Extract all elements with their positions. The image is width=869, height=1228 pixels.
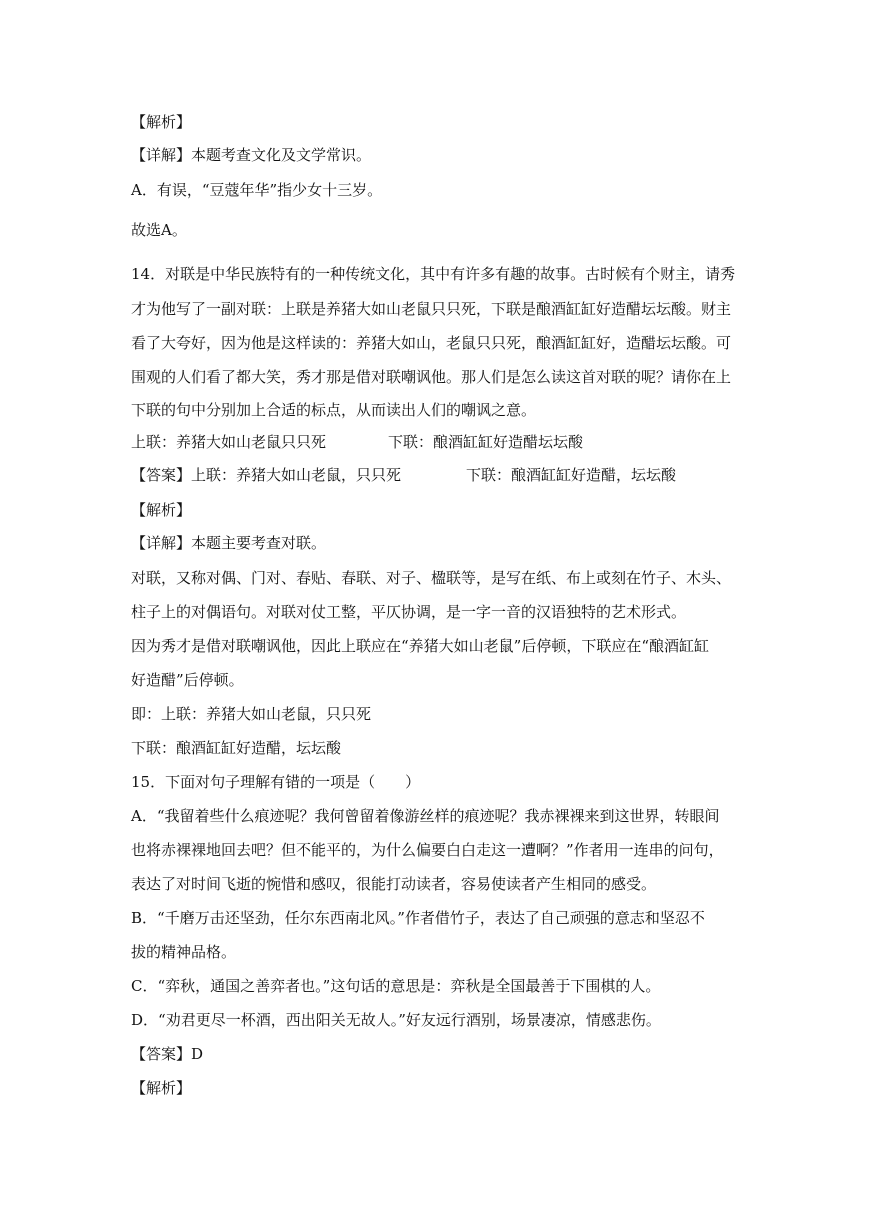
q15-option-a-line: 也将赤裸裸地回去吧？但不能平的，为什么偏要白白走这一遭啊？”作者用一连串的问句， [131, 841, 724, 859]
q14-prompt-upper: 上联：养猪大如山老鼠只只死 [131, 433, 327, 451]
q14-prompt-lower: 下联：酿酒缸缸好造醋坛坛酸 [388, 433, 584, 451]
q14-explanation-line: 柱子上的对偶语句。对联对仗工整，平仄协调，是一字一音的汉语独特的艺术形式。 [131, 603, 687, 621]
q15-option-b-line: B．“千磨万击还坚劲，任尔东西南北风。”作者借竹子，表达了自己顽强的意志和坚忍不 [131, 909, 705, 927]
q15-answer: 【答案】D [131, 1045, 204, 1063]
q14-stem-line: 下联的句中分别加上合适的标点，从而读出人们的嘲讽之意。 [131, 401, 537, 419]
q13-analysis-label: 【解析】 [131, 113, 192, 131]
q13-option-a: A．有误，“豆蔻年华”指少女十三岁。 [131, 181, 383, 199]
q15-option-c: C．“弈秋，通国之善弈者也。”这句话的意思是：弈秋是全国最善于下围棋的人。 [131, 977, 661, 995]
q13-detail: 【详解】本题考查文化及文学常识。 [131, 146, 372, 164]
q14-stem-line: 看了大夸好，因为他是这样读的：养猪大如山，老鼠只只死，酿酒缸缸好，造醋坛坛酸。可 [131, 334, 732, 352]
q14-explanation-line: 好造醋”后停顿。 [131, 671, 244, 689]
q13-conclusion: 故选A。 [131, 221, 187, 239]
q15-option-b-line: 拔的精神品格。 [131, 943, 237, 961]
q14-answer-upper: 【答案】上联：养猪大如山老鼠，只只死 [131, 466, 402, 484]
q14-answer-lower: 下联：酿酒缸缸好造醋，坛坛酸 [466, 466, 677, 484]
q15-option-a-line: A．“我留着些什么痕迹呢？我何曾留着像游丝样的痕迹呢？我赤裸裸来到这世界，转眼间 [131, 807, 720, 825]
q14-stem-line: 围观的人们看了都大笑，秀才那是借对联嘲讽他。那人们是怎么读这首对联的呢？请你在上 [131, 368, 732, 386]
q15-option-d: D．“劝君更尽一杯酒，西出阳关无故人。”好友远行酒别，场景凄凉，情感悲伤。 [131, 1011, 661, 1029]
q14-answer-row [131, 465, 676, 485]
q14-prompt-row [131, 432, 583, 452]
q14-stem-line: 14．对联是中华民族特有的一种传统文化，其中有许多有趣的故事。古时候有个财主，请秀 [131, 265, 736, 283]
q14-explanation-line: 因为秀才是借对联嘲讽他，因此上联应在“养猪大如山老鼠”后停顿，下联应在“酿酒缸缸 [131, 637, 710, 655]
q15-option-a-line: 表达了对时间飞逝的惋惜和感叹，很能打动读者，容易使读者产生相同的感受。 [131, 875, 657, 893]
q14-explanation-line: 即：上联：养猪大如山老鼠，只只死 [131, 705, 372, 723]
q14-explanation-line: 对联，又称对偶、门对、春贴、春联、对子、楹联等，是写在纸、布上或刻在竹子、木头、 [131, 569, 732, 587]
q14-explanation-line: 下联：酿酒缸缸好造醋，坛坛酸 [131, 739, 342, 757]
q14-detail: 【详解】本题主要考查对联。 [131, 534, 327, 552]
q15-analysis-label: 【解析】 [131, 1079, 192, 1097]
q14-analysis-label: 【解析】 [131, 501, 192, 519]
q15-stem: 15．下面对句子理解有错的一项是（ ） [131, 773, 421, 791]
q14-stem-line: 才为他写了一副对联：上联是养猪大如山老鼠只只死，下联是酿酒缸缸好造醋坛坛酸。财主 [131, 300, 732, 318]
